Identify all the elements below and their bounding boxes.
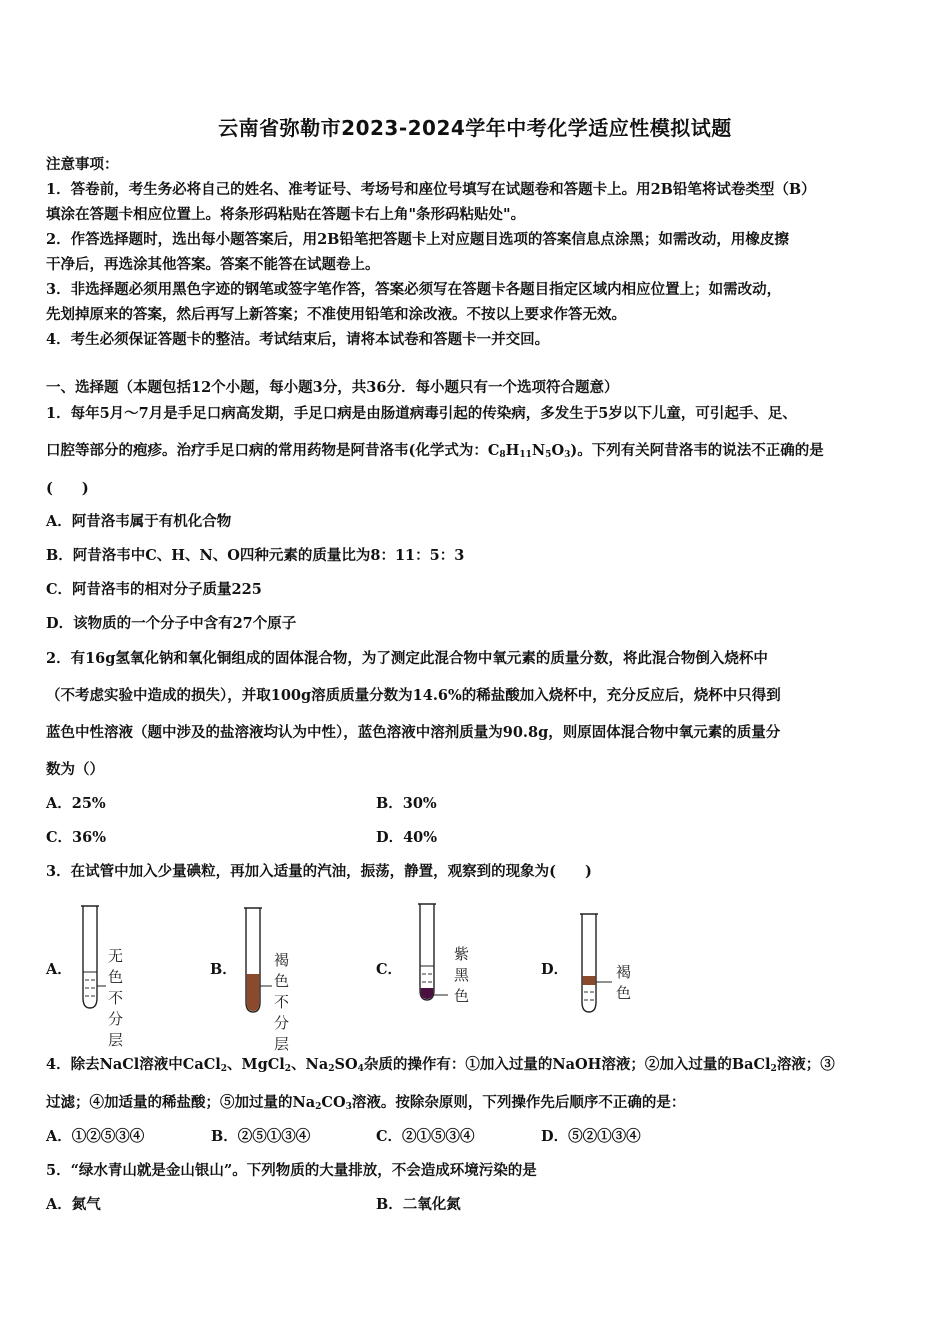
question-4-text: 4．除去NaCl溶液中CaCl$_2$、MgCl$_2$、$Na_2SO_4$杂质的操作有：①加入过量的NaOH溶液；②加入过量的BaCl$_2$溶液；③ — [46, 1056, 835, 1074]
option-b-label: B． — [210, 961, 237, 978]
page-title: 云南省弥勒市2023-2024学年中考化学适应性模拟试题 — [218, 116, 732, 140]
option-a: A．氮气 — [46, 1196, 101, 1213]
notice-heading: 注意事项： — [46, 156, 119, 173]
test-tube-a-icon — [76, 902, 108, 1012]
answer-bracket: ( ) — [46, 480, 89, 497]
option-c: C．36% — [46, 829, 106, 846]
option-d: D．40% — [376, 829, 438, 846]
option-c: C．②①⑤③④ — [376, 1128, 475, 1145]
notice-line: 3．非选择题必须用黑色字迹的钢笔或签字笔作答，答案必须写在答题卡各题目指定区域内相应位置上；如需改动， — [46, 281, 782, 298]
option-d-label: D． — [541, 961, 569, 978]
section-heading: 一、选择题（本题包括12个小题，每小题3分，共36分．每小题只有一个选项符合题意） — [46, 379, 619, 396]
question-3-text: 3．在试管中加入少量碘粒，再加入适量的汽油，振荡，静置，观察到的现象为( ) — [46, 863, 592, 880]
option-c: C．阿昔洛韦的相对分子质量225 — [46, 581, 262, 598]
option-b: B．阿昔洛韦中C、H、N、O四种元素的质量比为8：11：5：3 — [46, 547, 465, 564]
question-5-text: 5．“绿水青山就是金山银山”。下列物质的大量排放，不会造成环境污染的是 — [46, 1162, 537, 1179]
option-d: D．⑤②①③④ — [541, 1128, 641, 1145]
notice-line: 4．考生必须保证答题卡的整洁。考试结束后，请将本试卷和答题卡一并交回。 — [46, 331, 550, 348]
question-2-text: 2．有16g氢氧化钠和氧化铜组成的固体混合物，为了测定此混合物中氧元素的质量分数，将此混合物倒入烧杯中 — [46, 650, 768, 667]
option-c-label: C． — [376, 961, 403, 978]
tube-b-note: 褐色 不分 层 — [274, 951, 290, 1053]
option-a: A．①②⑤③④ — [46, 1128, 145, 1145]
notice-line: 先划掉原来的答案，然后再写上新答案；不准使用铅笔和涂改液。不按以上要求作答无效。 — [46, 306, 626, 323]
question-1-text-formula: 口腔等部分的疱疹。治疗手足口病的常用药物是阿昔洛韦(化学式为：$C_8H_{11}N_5O_3$)。下列有关阿昔洛韦的说法不正确的是 — [46, 442, 824, 460]
option-b: B．二氧化氮 — [376, 1196, 461, 1213]
notice-line: 干净后，再选涂其他答案。答案不能答在试题卷上。 — [46, 256, 380, 273]
question-2-text: 蓝色中性溶液（题中涉及的盐溶液均认为中性），蓝色溶液中溶剂质量为90.8g，则原固体混合物中氧元素的质量分 — [46, 724, 781, 741]
notice-line: 2．作答选择题时，选出每小题答案后，用2B铅笔把答题卡上对应题目选项的答案信息点涂黑；如需改动，用橡皮擦 — [46, 231, 789, 248]
option-d: D．该物质的一个分子中含有27个原子 — [46, 615, 297, 632]
option-a-label: A． — [46, 961, 72, 978]
tube-a-note: 无色 不分 层 — [108, 947, 124, 1049]
notice-line: 1．答卷前，考生务必将自己的姓名、准考证号、考场号和座位号填写在试题卷和答题卡上。用2B铅笔将试卷类型（B） — [46, 181, 816, 198]
option-b: B．②⑤①③④ — [211, 1128, 311, 1145]
test-tube-b-icon — [238, 904, 274, 1014]
question-2-text: （不考虑实验中造成的损失），并取100g溶质质量分数为14.6%的稀盐酸加入烧杯中，充分反应后，烧杯中只得到 — [46, 687, 781, 704]
option-a: A．25% — [46, 795, 106, 812]
question-2-text: 数为（） — [46, 761, 104, 778]
notice-line: 填涂在答题卡相应位置上。将条形码粘贴在答题卡右上角"条形码粘贴处"。 — [46, 206, 526, 223]
test-tube-d-icon — [574, 910, 616, 1016]
option-a: A．阿昔洛韦属于有机化合物 — [46, 513, 232, 530]
tube-c-note: 紫 黑 色 — [454, 945, 470, 1005]
question-4-text: 过滤；④加适量的稀盐酸；⑤加过量的$Na_2CO_3$溶液。按除杂原则，下列操作先后顺序不正确的是： — [46, 1094, 686, 1112]
test-tube-c-icon — [412, 900, 452, 1008]
tube-d-note: 褐 色 — [616, 963, 632, 1002]
option-b: B．30% — [376, 795, 437, 812]
question-1-text: 1．每年5月～7月是手足口病高发期，手足口病是由肠道病毒引起的传染病，多发生于5岁以下儿童，可引起手、足、 — [46, 405, 797, 422]
